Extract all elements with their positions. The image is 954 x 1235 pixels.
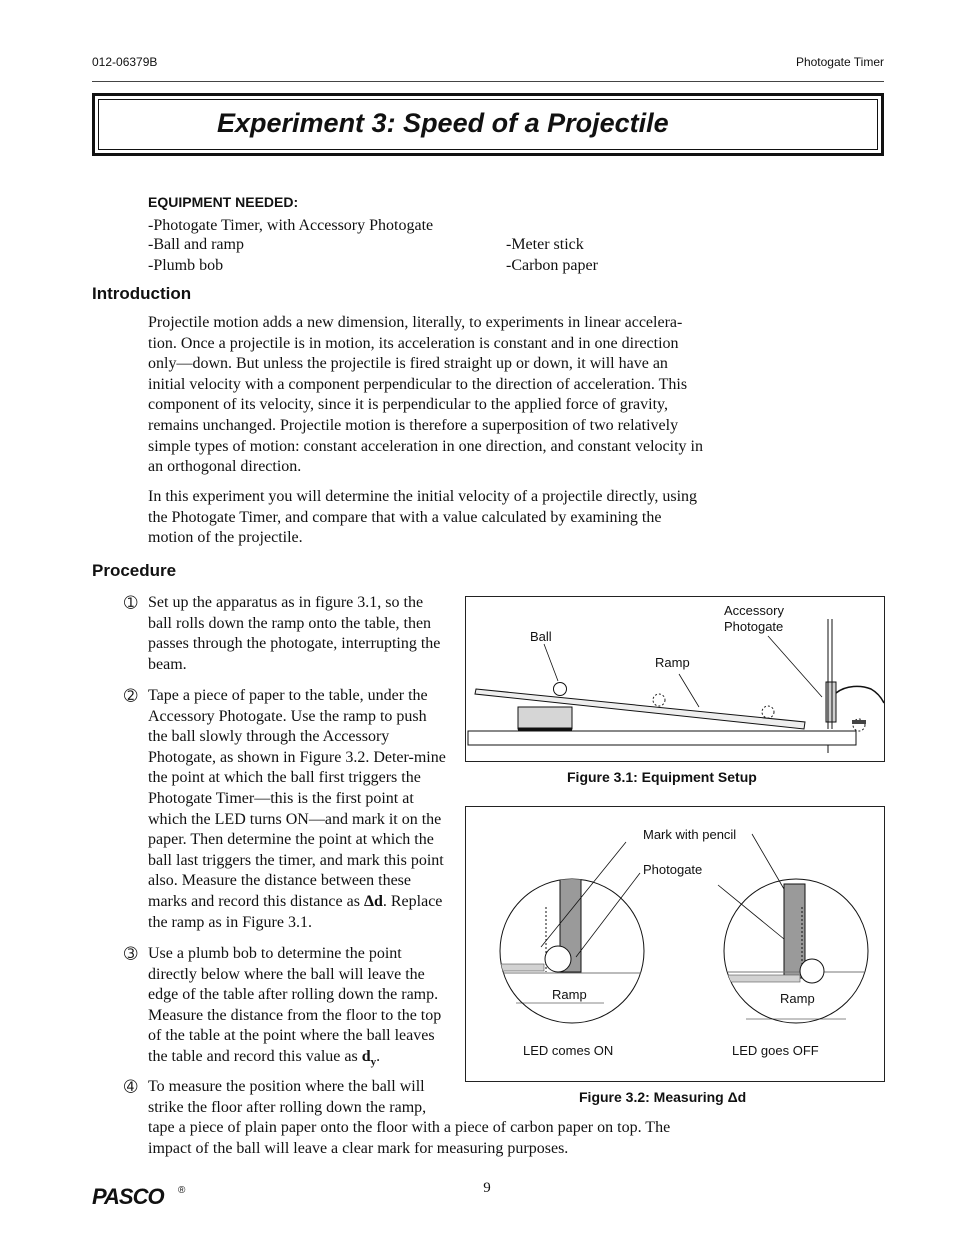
ball-path-dashed <box>762 706 774 718</box>
table-top <box>468 731 856 745</box>
dy-subscript: y <box>370 1056 377 1069</box>
header-rule <box>92 81 884 82</box>
step-marker: ➁ <box>124 688 138 705</box>
ramp-right-label: Ramp <box>780 991 815 1006</box>
ball-leader-line <box>544 644 558 681</box>
ball-path-dashed <box>653 694 665 706</box>
page-number: 9 <box>483 1180 491 1196</box>
title-box <box>92 93 884 156</box>
step-2-body: Tape a piece of paper to the table, under the Accessory Photogate. Use the ramp to push the ball slowly through the Accessory Photogate, as shown in Figure 3.2. Deter-mine the point at which the ball first triggers the Photogate Timer—this is the first point at which the LED turns ON—and mark it on the paper. Then determine the point at which the ball last triggers the timer, and mark this point also. Measure the distance between these marks and record this distance as <box>148 687 446 910</box>
equipment-item: -Plumb bob <box>148 257 224 274</box>
step-marker: ➀ <box>124 595 138 612</box>
figure-measuring-delta-d <box>465 806 885 1082</box>
ramp-label: Ramp <box>655 655 690 670</box>
led-comes-on-label: LED comes ON <box>523 1043 614 1058</box>
intro-text: Projectile motion adds a new dimension, literally, to experiments in linear accelera-tion. Once a projectile is in motion, its acceleration is constant and in one direction only—down. But unless the projectile is fired straight up or down, it will have an initial velocity with a component perpendicular to the direction of acceleration. This component of its velocity, since it is perpendicular to the applied force of gravity, remains unchanged. Projectile motion is therefore a superposition of two relatively simple types of motion: constant acceleration in one direction, and constant velocity in an orthogonal direction. <box>148 314 703 476</box>
step-marker: ➃ <box>124 1079 138 1096</box>
ramp-left-shape <box>496 964 544 971</box>
introduction-paragraph <box>148 313 708 478</box>
caption-delta-d: Δd <box>727 1089 747 1105</box>
figure-3-1-caption: Figure 3.1: Equipment Setup <box>567 769 757 785</box>
ball-left <box>545 946 571 972</box>
step-3-body: Use a plumb bob to determine the point directly below where the ball will leave the edge of the table after rolling down the ramp. Measure the distance from the floor to the top of the table at the point where the ball leaves the table and record this value as <box>148 945 442 1065</box>
equipment-item: -Meter stick <box>506 236 584 253</box>
photogate-label: Photogate <box>643 862 703 877</box>
ball-shape <box>554 683 567 696</box>
step-3-tail: . <box>376 1047 381 1065</box>
introduction-paragraph <box>148 487 708 549</box>
pasco-logo: PASCO <box>92 1184 164 1209</box>
page-title: Experiment 3: Speed of a Projectile <box>217 108 669 138</box>
registered-mark: ® <box>178 1185 186 1196</box>
ramp-left-label: Ramp <box>552 987 587 1002</box>
step-2-text <box>148 686 448 933</box>
photogate-cable <box>836 686 884 703</box>
doc-number: 012-06379B <box>92 55 158 69</box>
photogate-leader-line <box>768 636 822 697</box>
ramp-block <box>518 707 572 729</box>
mark-with-pencil-label: Mark with pencil <box>643 827 737 842</box>
introduction-heading: Introduction <box>92 284 192 303</box>
equipment-item: -Ball and ramp <box>148 236 244 253</box>
led-goes-off-label: LED goes OFF <box>732 1043 819 1058</box>
step-1-text: Set up the apparatus as in figure 3.1, so the ball rolls down the ramp onto the table, then passes through the photogate, interrupting the beam. <box>148 594 441 673</box>
measuring-diagram <box>466 807 884 1081</box>
ramp-leader-line <box>679 674 699 707</box>
step-2-tail: . Replace the ramp as in Figure 3.1. <box>148 892 443 931</box>
photogate-base <box>852 720 866 724</box>
dy-symbol: d <box>361 1047 371 1065</box>
procedure-heading: Procedure <box>92 561 177 580</box>
ball-label: Ball <box>530 629 552 644</box>
intro-text: In this experiment you will determine the initial velocity of a projectile directly, using the Photogate Timer, and compare that with a value calculated by examining the motion of the projectile. <box>148 488 698 547</box>
step-4-rest: tape a piece of plain paper onto the floor with a piece of carbon paper on top. The impact of the ball will leave a clear mark for measuring purposes. <box>148 1119 671 1157</box>
step-4-line-1: To measure the position where the ball will <box>148 1078 425 1095</box>
product-name: Photogate Timer <box>795 55 884 69</box>
accessory-photogate-label: Photogate <box>724 619 784 634</box>
figure-3-2-caption <box>579 1089 746 1105</box>
equipment-item: -Photogate Timer, with Accessory Photogate <box>148 217 434 234</box>
accessory-photogate-label: Accessory <box>724 603 784 618</box>
figure-equipment-setup <box>465 596 885 762</box>
ramp-right-shape <box>728 975 800 982</box>
step-3-text <box>148 944 446 1073</box>
equipment-setup-diagram <box>466 597 884 761</box>
step-marker: ➂ <box>124 946 138 963</box>
step-4-line-2: strike the floor after rolling down the ramp, <box>148 1099 427 1116</box>
caption-prefix: Figure 3.2: Measuring <box>579 1089 728 1105</box>
ball-right <box>800 959 824 983</box>
equipment-item: -Carbon paper <box>506 257 598 274</box>
equipment-heading: EQUIPMENT NEEDED: <box>148 194 299 210</box>
delta-d-symbol: Δd <box>363 892 383 910</box>
mark-leader-line-right <box>752 834 784 889</box>
